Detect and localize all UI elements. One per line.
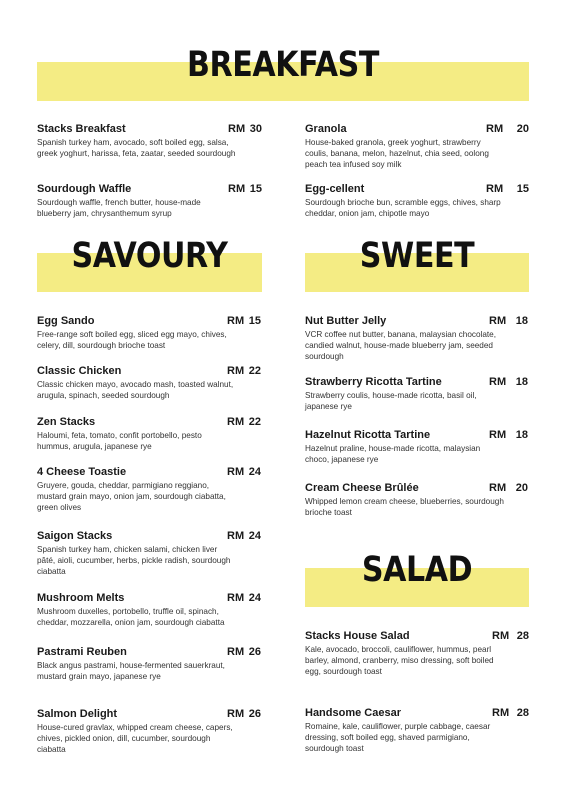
- sweet-banner: [305, 234, 529, 292]
- menu-item-cream-cheese-brulee: [305, 482, 530, 522]
- item-description: Whipped lemon cream cheese, blueberries, sourdough brioche toast: [305, 497, 504, 518]
- item-name: Pastrami Reuben: [37, 646, 127, 658]
- menu-item-mushroom-melts: [37, 592, 262, 632]
- item-price: 18: [515, 315, 528, 327]
- item-price: 26: [248, 708, 261, 720]
- currency-label: RM: [228, 123, 246, 135]
- currency-label: RM: [227, 646, 245, 658]
- menu-item-pastrami-reuben: [37, 646, 262, 686]
- currency-label: RM: [227, 315, 245, 327]
- menu-item-stacks-breakfast: [37, 123, 262, 163]
- item-price: 24: [248, 592, 261, 604]
- item-description: Classic chicken mayo, avocado mash, toasted walnut, arugula, spinach, seeded sourdough: [37, 380, 234, 401]
- menu-item-4-cheese-toastie: [37, 466, 262, 518]
- item-description: Sourdough brioche bun, scramble eggs, chives, sharp cheddar, onion jam, chipotle mayo: [305, 198, 501, 219]
- item-name: Salmon Delight: [37, 708, 118, 720]
- item-name: Hazelnut Ricotta Tartine: [305, 429, 431, 441]
- savoury-banner: [37, 234, 262, 292]
- currency-label: RM: [492, 630, 510, 642]
- item-description: Haloumi, feta, tomato, confit portobello, pesto hummus, arugula, japanese rye: [37, 431, 202, 452]
- currency-label: RM: [227, 365, 245, 377]
- currency-label: RM: [486, 183, 504, 195]
- item-description: House-cured gravlax, whipped cream cheese, capers, chives, pickled onion, dill, cucumber, sourdough ciabatta: [37, 723, 233, 755]
- item-name: Sourdough Waffle: [37, 183, 132, 195]
- item-description: Kale, avocado, broccoli, cauliflower, hummus, pearl barley, almond, cranberry, miso dressing, soft boiled egg, sourdough toast: [305, 645, 494, 677]
- item-description: Gruyere, gouda, cheddar, parmigiano reggiano, mustard grain mayo, onion jam, sourdough ciabatta, green olives: [37, 481, 226, 513]
- item-name: Saigon Stacks: [37, 530, 113, 542]
- item-price: 28: [516, 707, 529, 719]
- item-price: 28: [516, 630, 529, 642]
- item-name: Stacks House Salad: [305, 630, 410, 642]
- item-price: 18: [515, 429, 528, 441]
- item-description: Strawberry coulis, house-made ricotta, basil oil, japanese rye: [305, 391, 477, 412]
- currency-label: RM: [227, 708, 245, 720]
- menu-item-classic-chicken: [37, 365, 262, 405]
- currency-label: RM: [227, 466, 245, 478]
- currency-label: RM: [492, 707, 510, 719]
- item-price: 30: [249, 123, 262, 135]
- currency-label: RM: [228, 183, 246, 195]
- item-name: Handsome Caesar: [305, 707, 401, 719]
- item-name: Cream Cheese Brûlée: [305, 482, 419, 494]
- salad-banner: [305, 548, 529, 607]
- item-price: 15: [249, 183, 262, 195]
- currency-label: RM: [489, 315, 507, 327]
- item-price: 26: [248, 646, 261, 658]
- item-name: Egg-cellent: [305, 183, 365, 195]
- currency-label: RM: [227, 530, 245, 542]
- menu-item-egg-cellent: [305, 183, 530, 223]
- savoury-title: SAVOURY: [71, 236, 228, 276]
- item-description: VCR coffee nut butter, banana, malaysian chocolate, candied walnut, house-made blueberry jam, seeded sourdough: [305, 330, 497, 362]
- menu-item-handsome-caesar: [305, 707, 530, 759]
- item-description: Sourdough waffle, french butter, house-made blueberry jam, chrysanthemum syrup: [37, 198, 201, 219]
- item-price: 15: [248, 315, 261, 327]
- item-name: Granola: [305, 123, 347, 135]
- breakfast-banner: [37, 44, 529, 101]
- item-name: Classic Chicken: [37, 365, 122, 377]
- item-price: 22: [248, 365, 261, 377]
- menu-item-granola: [305, 123, 530, 175]
- item-name: Stacks Breakfast: [37, 123, 126, 135]
- currency-label: RM: [486, 123, 504, 135]
- currency-label: RM: [489, 482, 507, 494]
- item-price: 18: [515, 376, 528, 388]
- item-description: Black angus pastrami, house-fermented sauerkraut, mustard grain mayo, japanese rye: [37, 661, 225, 682]
- menu-item-stacks-house-salad: [305, 630, 530, 682]
- item-description: Hazelnut praline, house-made ricotta, malaysian choco, japanese rye: [305, 444, 481, 465]
- menu-item-nut-butter-jelly: [305, 315, 530, 367]
- menu-item-sourdough-waffle: [37, 183, 262, 223]
- item-price: 20: [516, 123, 529, 135]
- menu-item-egg-sando: [37, 315, 262, 355]
- item-name: 4 Cheese Toastie: [37, 466, 127, 478]
- sweet-title: SWEET: [359, 236, 475, 276]
- item-price: 24: [248, 466, 261, 478]
- menu-item-zen-stacks: [37, 416, 262, 456]
- breakfast-title: BREAKFAST: [186, 45, 380, 85]
- item-price: 15: [516, 183, 529, 195]
- item-name: Nut Butter Jelly: [305, 315, 387, 327]
- item-name: Egg Sando: [37, 315, 95, 327]
- item-name: Strawberry Ricotta Tartine: [305, 376, 442, 388]
- menu-item-strawberry-ricotta-tartine: [305, 376, 530, 416]
- currency-label: RM: [227, 416, 245, 428]
- menu-item-salmon-delight: [37, 708, 262, 760]
- salad-title: SALAD: [361, 550, 473, 590]
- item-price: 20: [515, 482, 528, 494]
- item-description: Spanish turkey ham, avocado, soft boiled egg, salsa, greek yoghurt, harissa, feta, zaatar, seeded sourdough: [37, 138, 236, 159]
- item-price: 24: [248, 530, 261, 542]
- item-price: 22: [248, 416, 261, 428]
- menu-item-saigon-stacks: [37, 530, 262, 582]
- currency-label: RM: [489, 376, 507, 388]
- item-description: Free-range soft boiled egg, sliced egg mayo, chives, celery, dill, sourdough brioche toast: [37, 330, 227, 351]
- item-name: Mushroom Melts: [37, 592, 125, 604]
- item-description: Mushroom duxelles, portobello, truffle oil, spinach, cheddar, mozzarella, onion jam, sourdough ciabatta: [37, 607, 225, 628]
- item-name: Zen Stacks: [37, 416, 96, 428]
- menu-item-hazelnut-ricotta-tartine: [305, 429, 530, 469]
- currency-label: RM: [489, 429, 507, 441]
- item-description: Spanish turkey ham, chicken salami, chicken liver pâté, aioli, cucumber, herbs, pickle radish, sourdough ciabatta: [37, 545, 231, 577]
- item-description: Romaine, kale, cauliflower, purple cabbage, caesar dressing, soft boiled egg, shaved parmigiano, sourdough toast: [305, 722, 491, 754]
- item-description: House-baked granola, greek yoghurt, strawberry coulis, banana, melon, hazelnut, chia seed, oolong peach tea infused soy milk: [305, 138, 489, 170]
- currency-label: RM: [227, 592, 245, 604]
